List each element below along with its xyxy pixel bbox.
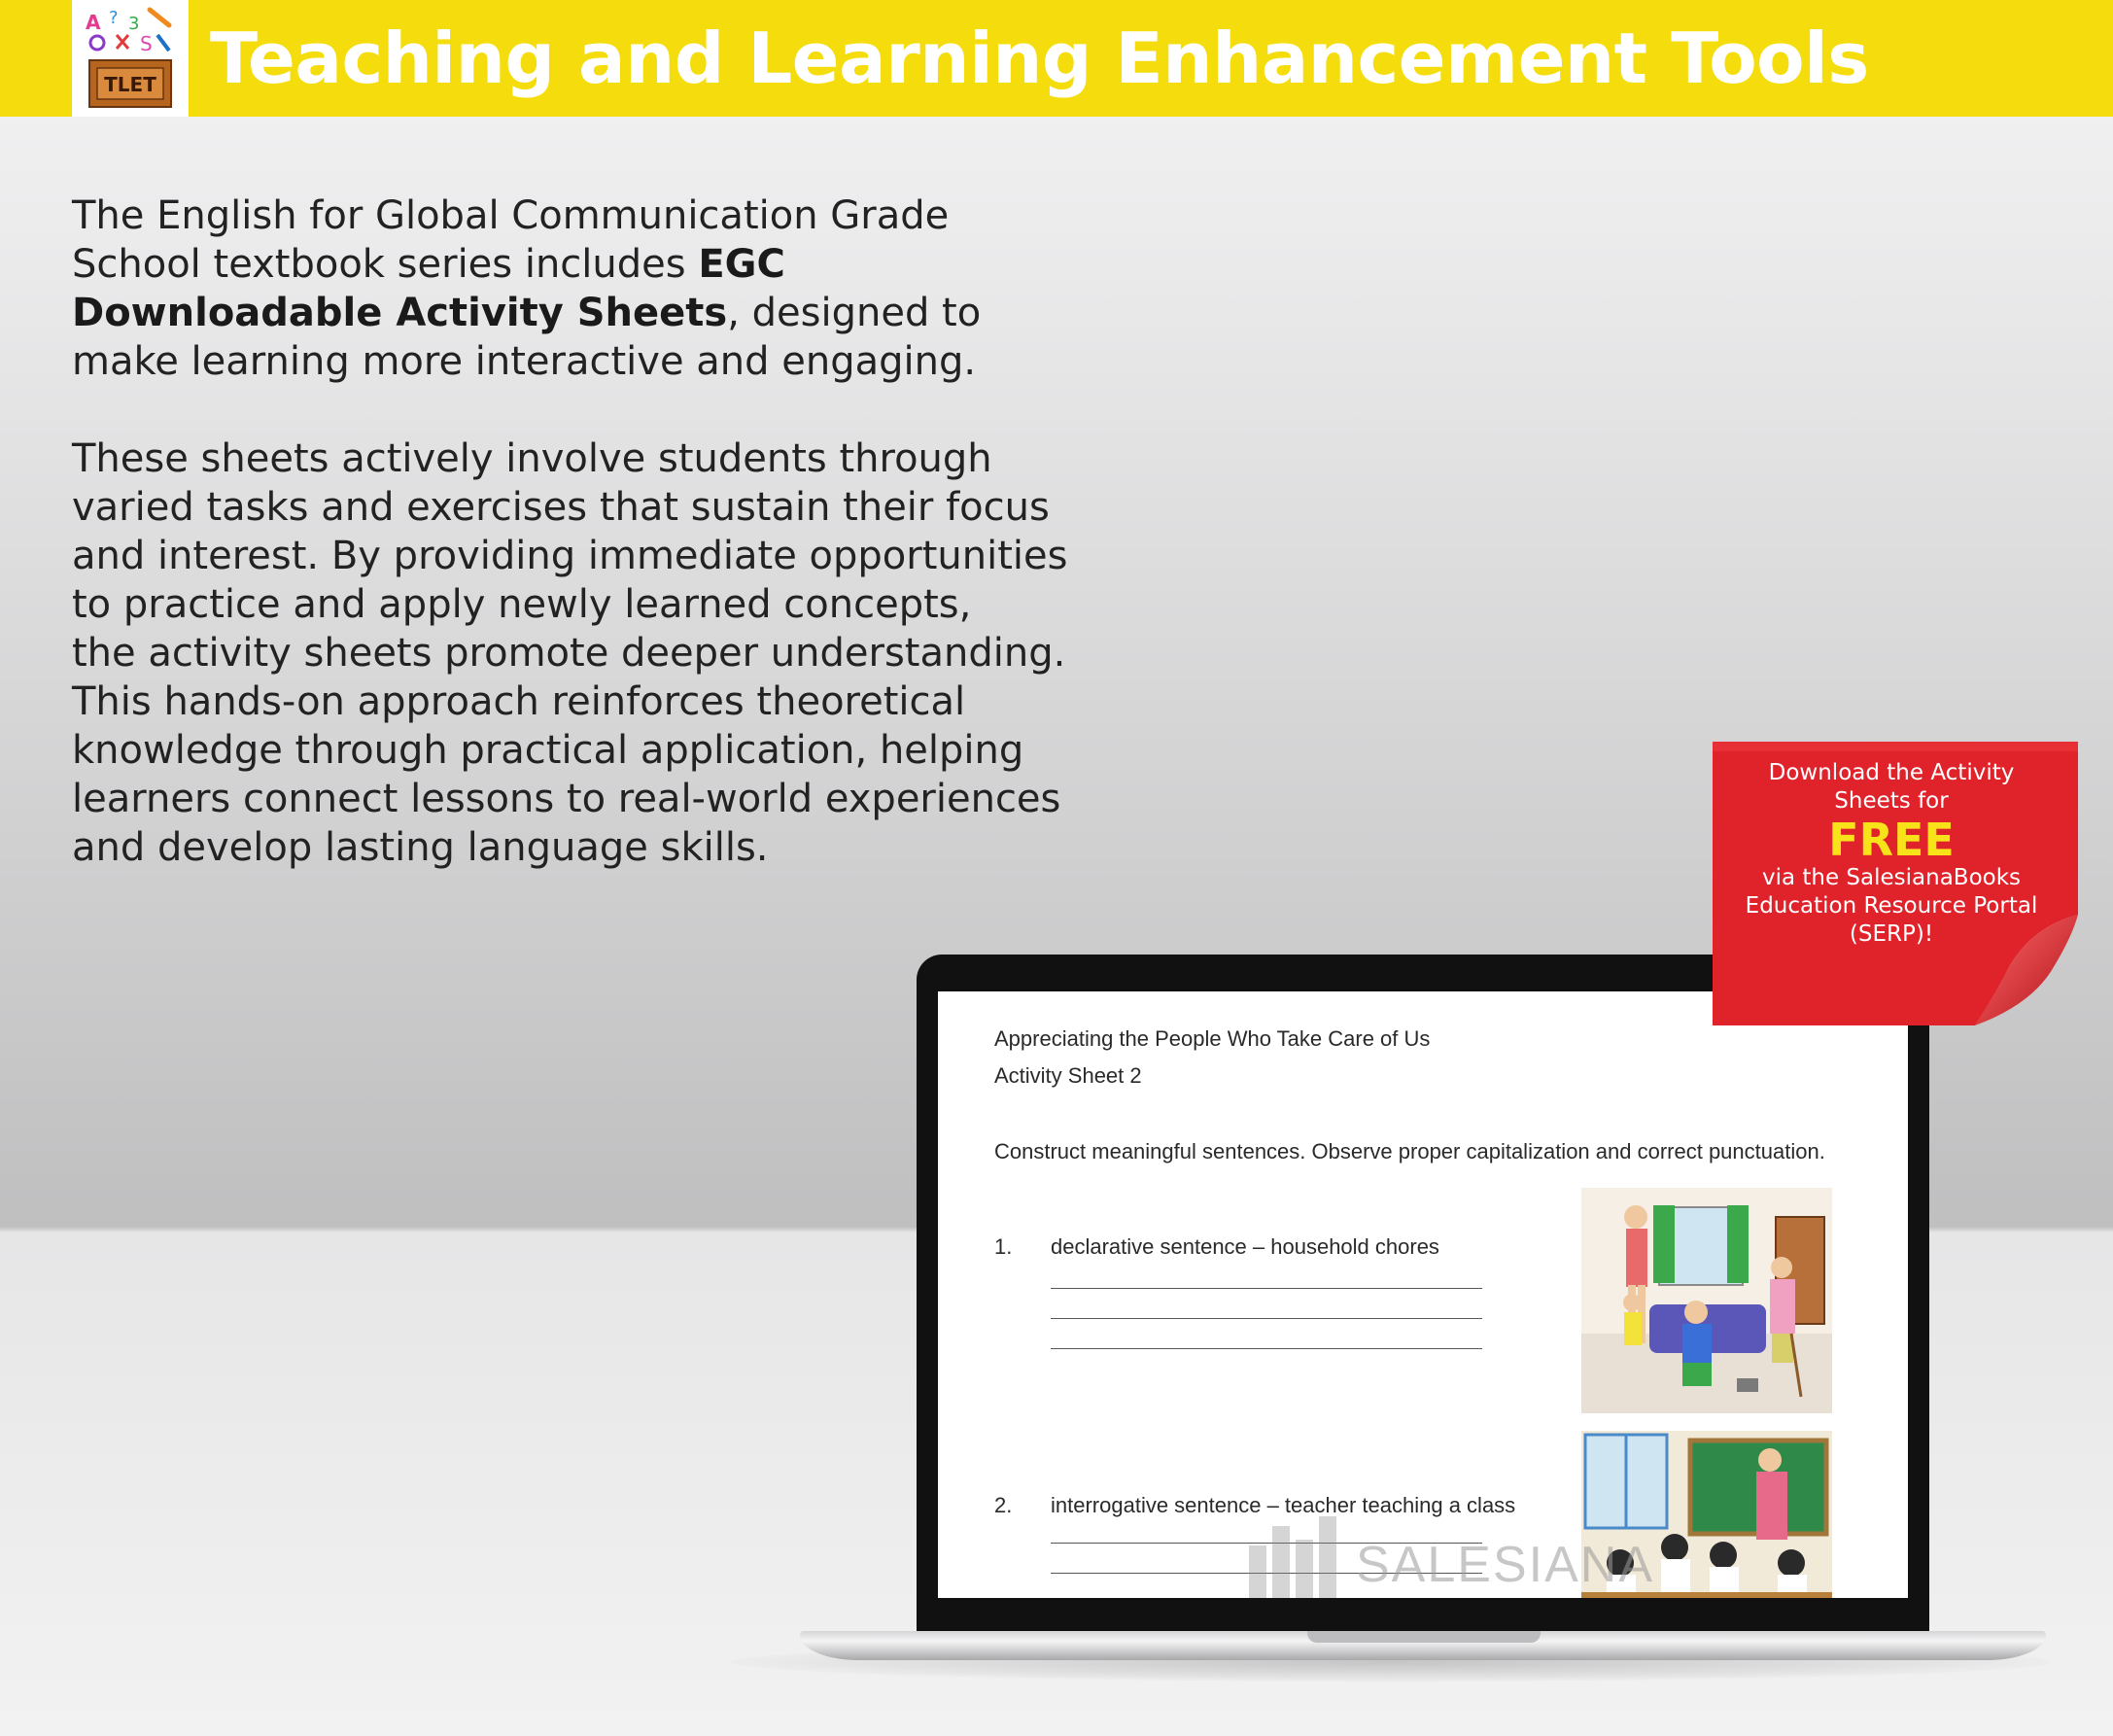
worksheet-title: Appreciating the People Who Take Care of Us	[994, 1026, 1431, 1051]
body-line: and develop lasting language skills.	[72, 825, 769, 870]
badge-text	[1713, 759, 2070, 949]
intro-text-part2: , designed to make learning more interactive and engaging.	[72, 291, 982, 384]
answer-line	[1051, 1318, 1482, 1319]
body-line: knowledge through practical application, helping	[72, 728, 1024, 773]
item-prompt: declarative sentence – household chores	[1051, 1234, 1439, 1259]
body-line: to practice and apply newly learned concepts,	[72, 582, 972, 627]
item-prompt: interrogative sentence – teacher teaching a class	[1051, 1493, 1516, 1517]
body-line: This hands-on approach reinforces theoretical	[72, 679, 966, 724]
free-download-badge[interactable]	[1713, 742, 2078, 1025]
badge-line: Sheets for	[1834, 788, 1949, 814]
badge-line: via the SalesianaBooks	[1761, 865, 2022, 890]
body-line: These sheets actively involve students through	[72, 436, 992, 481]
body-line: and interest. By providing immediate opportunities	[72, 534, 1068, 578]
badge-free-label: FREE	[1828, 814, 1955, 866]
badge-line: Download the Activity	[1768, 760, 2015, 785]
watermark-text: SALESIANA	[1356, 1537, 1655, 1593]
svg-text:A: A	[86, 11, 101, 34]
item-number: 2.	[994, 1493, 1013, 1517]
item-number: 1.	[994, 1234, 1013, 1259]
laptop-notch	[1307, 1631, 1541, 1643]
body-line: the activity sheets promote deeper understanding.	[72, 631, 1066, 676]
worksheet-subtitle: Activity Sheet 2	[994, 1063, 1142, 1088]
tlet-logo	[72, 0, 189, 117]
header-banner	[0, 0, 2113, 117]
svg-text:S: S	[140, 32, 153, 55]
badge-line: (SERP)!	[1849, 921, 1934, 947]
svg-text:?: ?	[109, 8, 119, 28]
answer-line	[1051, 1288, 1482, 1289]
svg-text:3: 3	[128, 14, 140, 34]
intro-text-part1: The English for Global Communication Grade School textbook series includes	[72, 193, 950, 287]
badge-line: Education Resource Portal	[1745, 893, 2038, 919]
svg-text:TLET: TLET	[104, 73, 156, 96]
worksheet-instruction: Construct meaningful sentences. Observe proper capitalization and correct punctuation.	[994, 1139, 1825, 1163]
body-line: learners connect lessons to real-world experiences	[72, 777, 1061, 821]
household-chores-illustration	[1581, 1188, 1832, 1413]
laptop-screen-worksheet	[938, 991, 1908, 1598]
body-line: varied tasks and exercises that sustain their focus	[72, 485, 1050, 530]
answer-line	[1051, 1348, 1482, 1349]
intro-paragraph	[72, 191, 1044, 386]
body-paragraph	[72, 434, 1068, 872]
intro-bold-product: EGC Downloadable Activity Sheets	[72, 242, 785, 335]
page-title: Teaching and Learning Enhancement Tools	[210, 17, 1869, 99]
